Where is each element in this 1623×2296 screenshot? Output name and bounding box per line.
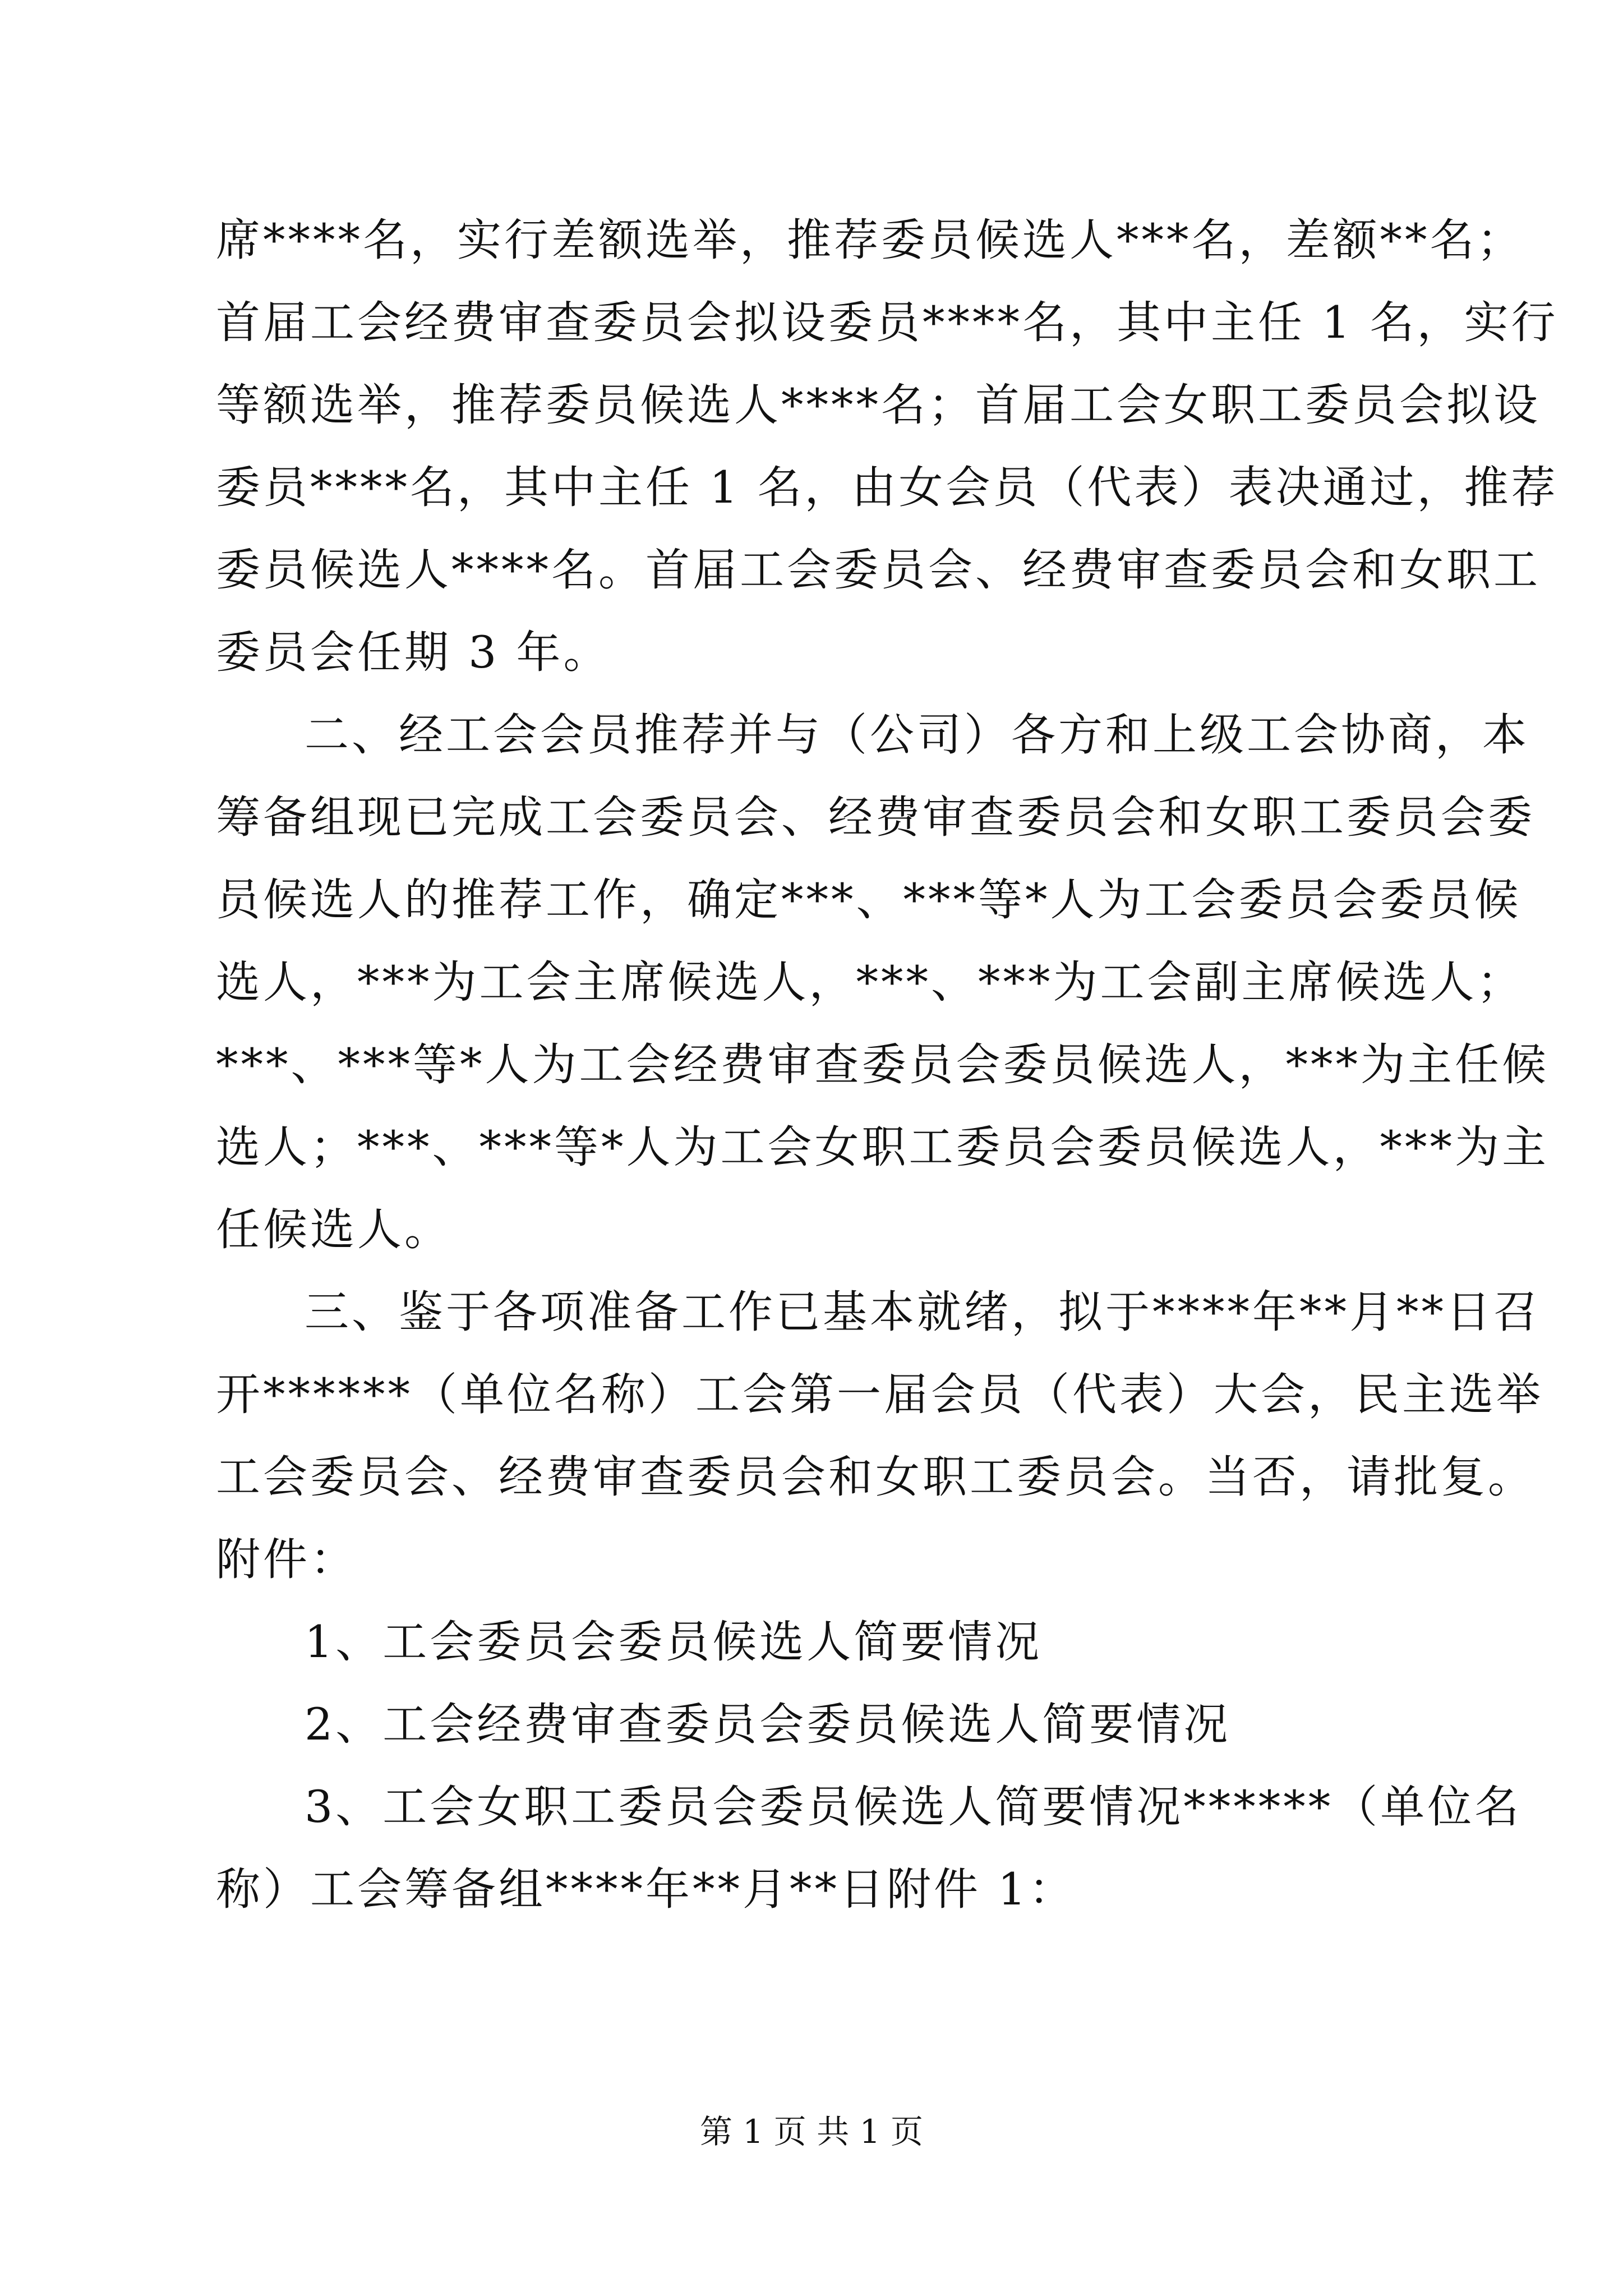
body-line-5: 委员候选人****名。首届工会委员会、经费审查委员会和女职工 — [216, 544, 1541, 596]
body-line-3: 等额选举，推荐委员候选人****名；首届工会女职工委员会拟设 — [216, 379, 1541, 431]
body-line-11: ***、***等*人为工会经费审查委员会委员候选人，***为主任候 — [216, 1039, 1549, 1091]
body-line-10: 选人，***为工会主席候选人，***、***为工会副主席候选人； — [216, 956, 1524, 1008]
body-line-15: 开******（单位名称）工会第一届会员（代表）大会，民主选举 — [216, 1369, 1543, 1420]
signature-date-line: 称）工会筹备组****年**月**日附件 1： — [216, 1864, 1076, 1915]
document-body — [216, 199, 1559, 1931]
body-line-6: 委员会任期 3 年。 — [216, 627, 611, 678]
section-two-start: 二、经工会会员推荐并与（公司）各方和上级工会协商，本 — [305, 709, 1529, 761]
body-line-16: 工会委员会、经费审查委员会和女职工委员会。当否，请批复。 — [216, 1451, 1535, 1503]
body-line-12: 选人；***、***等*人为工会女职工委员会委员候选人，***为主 — [216, 1121, 1549, 1173]
body-line-4: 委员****名，其中主任 1 名，由女会员（代表）表决通过，推荐 — [216, 462, 1559, 513]
body-line-8: 筹备组现已完成工会委员会、经费审查委员会和女职工委员会委 — [216, 792, 1535, 843]
attachments-heading: 附件： — [216, 1534, 357, 1585]
body-line-9: 员候选人的推荐工作，确定***、***等*人为工会委员会委员候 — [216, 874, 1521, 926]
attachment-item-1: 1、工会委员会委员候选人简要情况 — [305, 1616, 1043, 1668]
body-line-13: 任候选人。 — [216, 1204, 451, 1255]
body-line-1: 席****名，实行差额选举，推荐委员候选人***名，差额**名； — [216, 214, 1524, 266]
body-line-2: 首届工会经费审查委员会拟设委员****名，其中主任 1 名，实行 — [216, 297, 1559, 348]
attachment-item-3: 3、工会女职工委员会委员候选人简要情况******（单位名 — [305, 1781, 1522, 1833]
attachment-item-2: 2、工会经费审查委员会委员候选人简要情况 — [305, 1699, 1231, 1750]
section-three-start: 三、鉴于各项准备工作已基本就绪，拟于****年**月**日召 — [305, 1286, 1541, 1338]
page-footer: 第 1 页 共 1 页 — [700, 2113, 923, 2151]
